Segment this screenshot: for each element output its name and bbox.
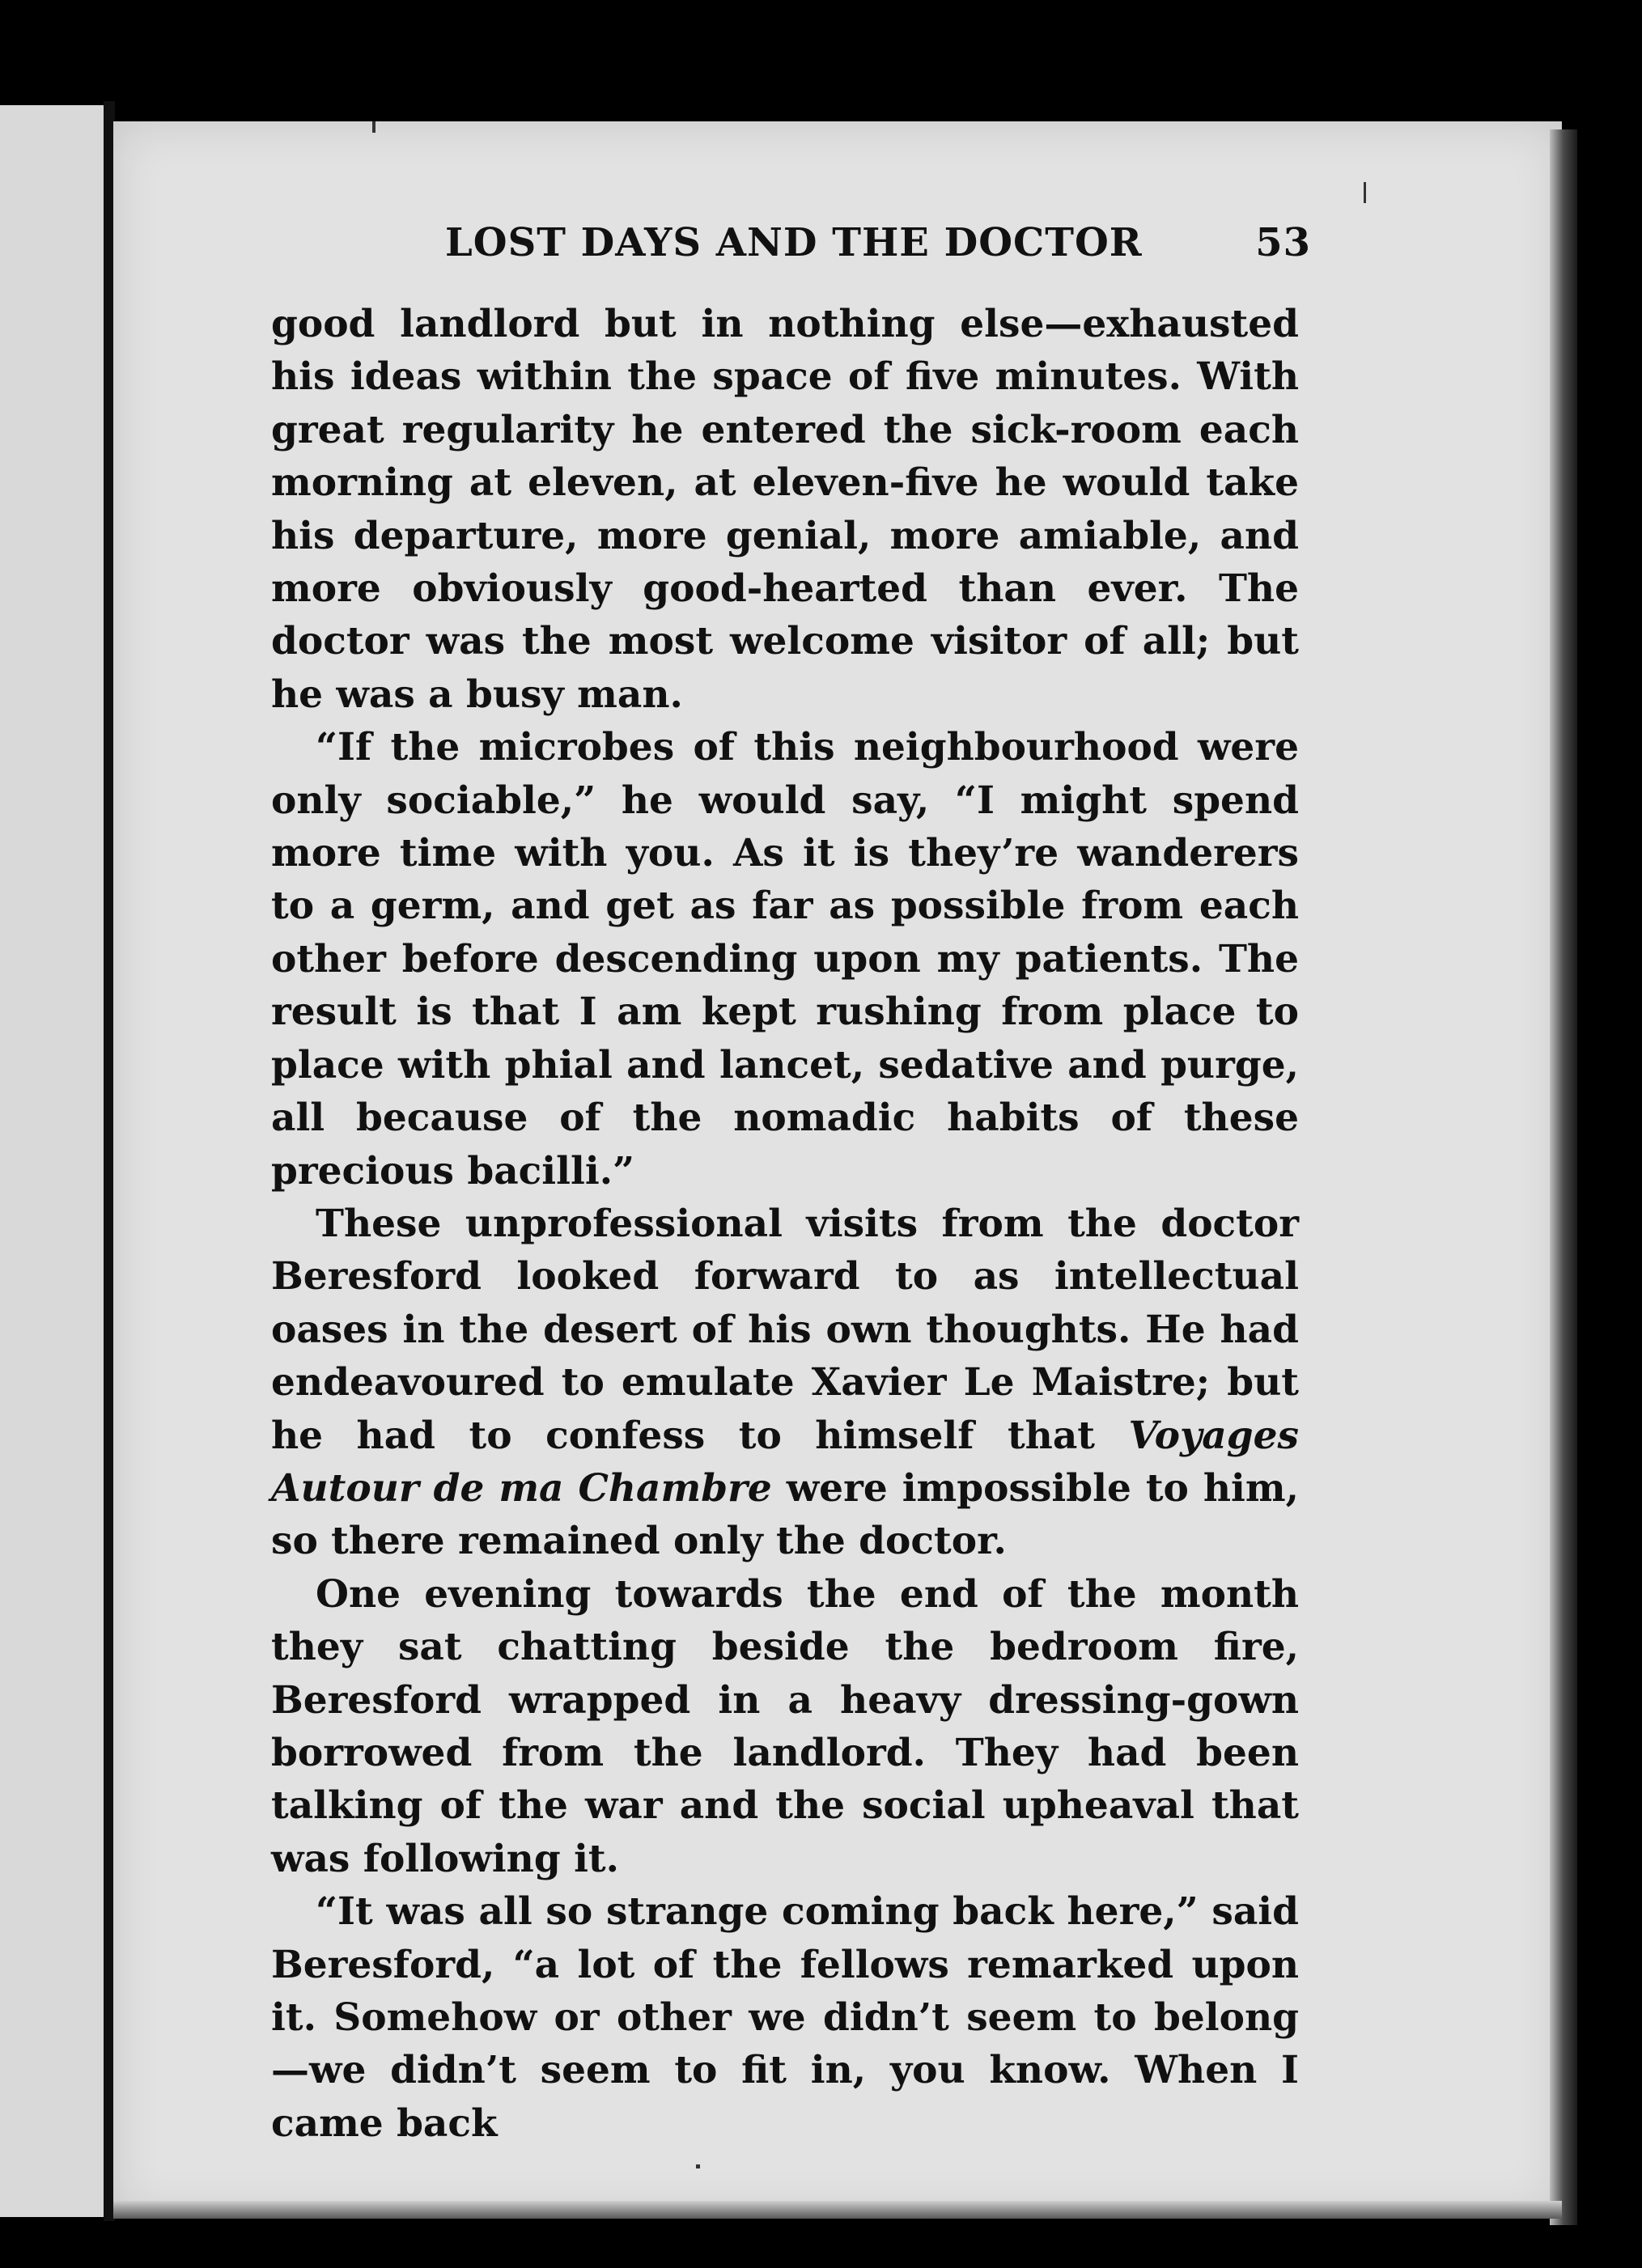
speck-mark — [1364, 182, 1366, 203]
paragraph: “It was all so strange coming back here,” said Beresford, “a lot of the fellows remarked upon it. Somehow or other we didn’t seem to belong—we didn’t seem to fit in, you know. When I came back — [271, 1889, 1299, 2146]
page-header — [445, 220, 1311, 285]
speck-mark — [696, 2164, 700, 2168]
paragraph — [271, 1198, 1299, 1568]
paragraph: good landlord but in nothing else—exhausted his ideas within the space of five minutes. With great regularity he entered the sick-room each morning at eleven, at eleven-five he would take his departure, more genial, more amiable, and more obviously good-hearted than ever. The doctor was the most welcome visitor of all; but he was a busy man. — [271, 302, 1299, 717]
paragraph: One evening towards the end of the month they sat chatting beside the bedroom fire, Beresford wrapped in a heavy dressing-gown borrowed from the landlord. They had been talking of the war and the social upheaval that was following it. — [271, 1571, 1299, 1881]
page-bottom-edge — [113, 2201, 1562, 2219]
running-head: LOST DAYS AND THE DOCTOR — [445, 220, 1143, 265]
speck-mark — [372, 121, 375, 133]
page-right-edge — [1550, 129, 1577, 2225]
page-number: 53 — [1255, 220, 1311, 265]
book-title: Voyages Autour de ma Chambre — [271, 1413, 1299, 1511]
body-text — [271, 298, 1299, 2150]
facing-page-edge — [0, 105, 109, 2217]
paragraph: “If the microbes of this neighbourhood were only sociable,” he would say, “I might spend more time with you. As it is they’re wanderers to a germ, and get as far as possible from each other before descending upon my patients. The result is that I am kept rushing from place to place with phial and lancet, sedative and purge, all because of the nomadic habits of these precious bacilli.” — [271, 725, 1299, 1193]
paragraph-text: were impossible to him, so there remained only the doctor. — [271, 1465, 1299, 1564]
paragraph-text: These unprofessional visits from the doctor Beresford looked forward to as intellectual oases in the desert of his own thoughts. He had endeavoured to emulate Xavier Le Maistre; but he had to confess to himself that — [271, 1201, 1299, 1458]
